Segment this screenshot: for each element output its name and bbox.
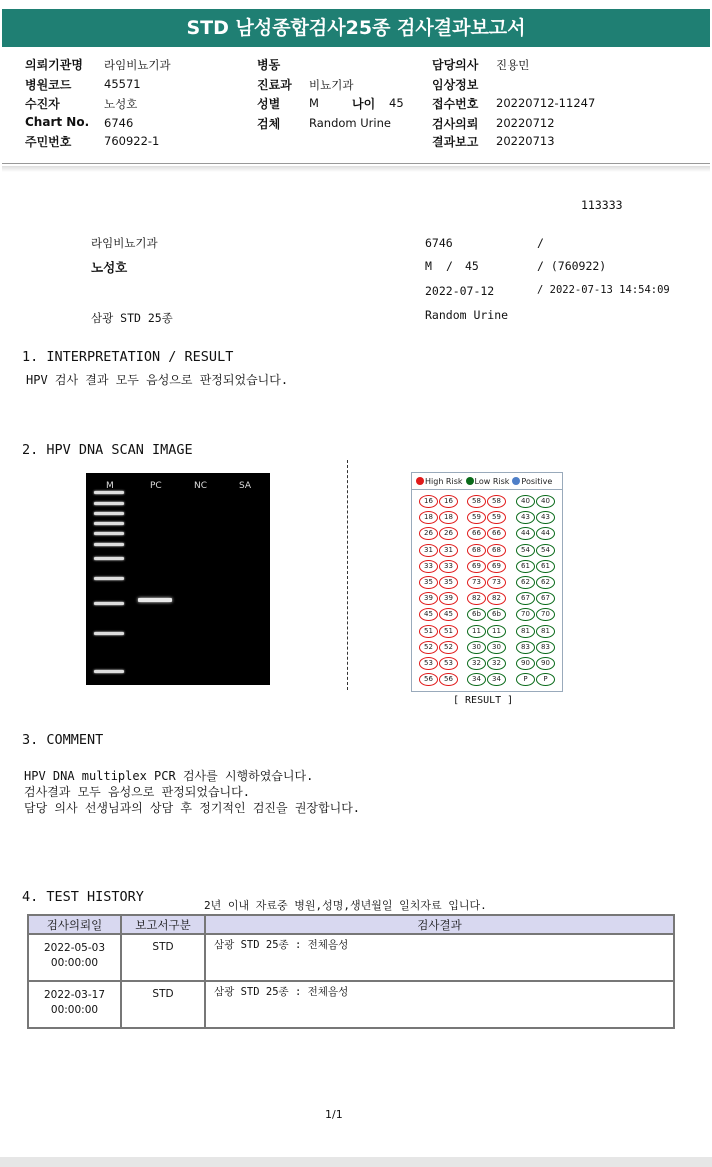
chip-legend: [412, 473, 562, 490]
age-label: 나이: [352, 97, 376, 111]
header-value: 라임비뇨기과: [104, 58, 171, 72]
probe-spot: 73: [487, 576, 506, 589]
probe-spot: 62: [536, 576, 555, 589]
history-header-row: [28, 915, 674, 934]
chip-caption: [ RESULT ]: [453, 695, 514, 706]
comment-line: HPV DNA multiplex PCR 검사를 시행하였습니다.: [24, 769, 314, 783]
summary-test-name: 삼광 STD 25종: [91, 311, 173, 325]
probe-spot: 62: [516, 576, 535, 589]
header-shadow: [2, 166, 710, 172]
probe-spot: 34: [487, 673, 506, 686]
summary-report-datetime: / 2022-07-13 14:54:09: [537, 284, 670, 296]
comment-text: [24, 768, 360, 816]
probe-spot: 44: [536, 527, 555, 540]
probe-spot: 43: [536, 511, 555, 524]
legend-label: Positive: [521, 476, 553, 486]
legend-label: High Risk: [425, 476, 463, 486]
gel-lane-label: NC: [194, 481, 208, 491]
probe-spot: 32: [487, 657, 506, 670]
probe-spot: 11: [467, 625, 486, 638]
marker-band: [94, 670, 124, 673]
probe-spot: 33: [419, 560, 438, 573]
legend-dot-icon: [416, 477, 424, 485]
header-label: 접수번호: [432, 97, 479, 111]
probe-spot: 58: [487, 495, 506, 508]
history-type: STD: [121, 981, 205, 1028]
probe-spot: 39: [419, 592, 438, 605]
page-number: 1/1: [325, 1108, 343, 1121]
marker-band: [94, 512, 124, 515]
comment-line: 검사결과 모두 음성으로 판정되었습니다.: [24, 785, 250, 799]
probe-spot: 82: [487, 592, 506, 605]
history-note: 2년 이내 자료중 병원,성명,생년월일 일치자료 입니다.: [204, 899, 487, 912]
probe-spot: 66: [467, 527, 486, 540]
probe-spot: 40: [536, 495, 555, 508]
probe-spot: 56: [439, 673, 458, 686]
footer-bar: [0, 1157, 712, 1167]
header-value: 비뇨기과: [309, 78, 354, 92]
marker-band: [94, 557, 124, 560]
history-time: 00:00:00: [50, 957, 99, 969]
header-label: 병원코드: [25, 78, 72, 92]
gel-lane-label: SA: [239, 481, 252, 491]
probe-spot: 73: [467, 576, 486, 589]
header-label: 수진자: [25, 97, 60, 111]
marker-band: [94, 502, 124, 505]
probe-spot: 35: [439, 576, 458, 589]
legend-dot-icon: [512, 477, 520, 485]
header-value: 진용민: [496, 58, 530, 72]
header-label: 검체: [257, 117, 281, 131]
probe-spot: 82: [467, 592, 486, 605]
header-value: 노성호: [104, 97, 138, 111]
probe-spot: 30: [467, 641, 486, 654]
header-label: 성별: [257, 97, 281, 111]
probe-spot: 6b: [467, 608, 486, 621]
table-row: [28, 934, 674, 981]
header-value: 20220713: [496, 134, 555, 148]
hpv-chip-image: [411, 472, 563, 692]
header-label: 임상정보: [432, 78, 479, 92]
probe-spot: 69: [487, 560, 506, 573]
image-divider: [347, 460, 348, 690]
header-label: Chart No.: [25, 115, 90, 129]
specimen-code: 113333: [581, 198, 623, 212]
summary-birth: / (760922): [537, 259, 607, 273]
probe-spot: 26: [439, 527, 458, 540]
history-result: 삼광 STD 25종 : 전체음성: [205, 934, 674, 981]
probe-spot: 18: [439, 511, 458, 524]
probe-spot: 44: [516, 527, 535, 540]
header-value: 20220712-11247: [496, 96, 596, 110]
probe-spot: P: [536, 673, 555, 686]
header-value: M: [309, 96, 319, 110]
summary-specimen: Random Urine: [425, 308, 509, 322]
marker-band: [94, 532, 124, 535]
header-label: 병동: [257, 58, 281, 72]
history-result: 삼광 STD 25종 : 전체음성: [205, 981, 674, 1028]
history-time: 00:00:00: [50, 1004, 99, 1016]
legend-label: Low Risk: [474, 476, 510, 486]
summary-request-date: 2022-07-12: [425, 284, 495, 298]
header-value: 760922-1: [104, 134, 160, 148]
probe-spot: 16: [419, 495, 438, 508]
gel-lane-label: PC: [150, 481, 162, 491]
probe-spot: 51: [419, 625, 438, 638]
legend-item: [466, 477, 510, 486]
summary-sex: M: [425, 259, 432, 273]
probe-spot: 81: [516, 625, 535, 638]
summary-slash: /: [537, 236, 544, 250]
header-label: 검사의뢰: [432, 117, 479, 131]
section-2-title: 2. HPV DNA SCAN IMAGE: [22, 442, 193, 458]
summary-age: 45: [465, 259, 479, 273]
probe-spot: 43: [516, 511, 535, 524]
section-4-title: 4. TEST HISTORY: [22, 889, 144, 905]
probe-spot: 51: [439, 625, 458, 638]
interpretation-text: HPV 검사 결과 모두 음성으로 판정되었습니다.: [26, 373, 289, 387]
comment-line: 담당 의사 선생님과의 상담 후 정기적인 검진을 권장합니다.: [24, 801, 361, 815]
header-value: 45571: [104, 77, 141, 91]
probe-spot: 61: [516, 560, 535, 573]
header-label: 주민번호: [25, 135, 72, 149]
header-value: 6746: [104, 116, 134, 130]
probe-spot: 54: [516, 544, 535, 557]
legend-dot-icon: [466, 477, 474, 485]
probe-spot: 90: [536, 657, 555, 670]
probe-spot: 52: [439, 641, 458, 654]
header-label: 진료과: [257, 78, 292, 92]
pc-band: [138, 598, 172, 602]
header-value: 20220712: [496, 116, 555, 130]
table-row: [28, 981, 674, 1028]
summary-patient: 노성호: [91, 260, 128, 275]
probe-spot: 56: [419, 673, 438, 686]
probe-spot: 35: [419, 576, 438, 589]
header-value: Random Urine: [309, 116, 391, 130]
probe-spot: 11: [487, 625, 506, 638]
section-1-title: 1. INTERPRETATION / RESULT: [22, 349, 234, 365]
marker-band: [94, 632, 124, 635]
probe-spot: 67: [516, 592, 535, 605]
probe-spot: 68: [467, 544, 486, 557]
probe-spot: 18: [419, 511, 438, 524]
probe-spot: 45: [419, 608, 438, 621]
probe-spot: 59: [467, 511, 486, 524]
probe-spot: P: [516, 673, 535, 686]
probe-spot: 67: [536, 592, 555, 605]
marker-band: [94, 491, 124, 494]
probe-spot: 54: [536, 544, 555, 557]
probe-spot: 40: [516, 495, 535, 508]
report-title: STD 남성종합검사25종 검사결과보고서: [2, 9, 710, 47]
section-3-title: 3. COMMENT: [22, 732, 104, 748]
probe-spot: 58: [467, 495, 486, 508]
probe-spot: 66: [487, 527, 506, 540]
probe-spot: 16: [439, 495, 458, 508]
history-table: [27, 914, 675, 1029]
probe-spot: 90: [516, 657, 535, 670]
probe-spot: 45: [439, 608, 458, 621]
probe-spot: 31: [419, 544, 438, 557]
history-col-result: 검사결과: [205, 915, 674, 934]
age-value: 45: [389, 96, 404, 110]
probe-spot: 26: [419, 527, 438, 540]
history-date: 2022-03-17: [43, 989, 106, 1001]
probe-spot: 81: [536, 625, 555, 638]
probe-spot: 53: [439, 657, 458, 670]
probe-spot: 30: [487, 641, 506, 654]
marker-band: [94, 543, 124, 546]
probe-spot: 33: [439, 560, 458, 573]
probe-spot: 70: [516, 608, 535, 621]
probe-spot: 39: [439, 592, 458, 605]
history-date-cell: [28, 934, 121, 981]
legend-item: [416, 477, 463, 486]
probe-spot: 83: [536, 641, 555, 654]
history-col-date: 검사의뢰일: [28, 915, 121, 934]
probe-spot: 69: [467, 560, 486, 573]
probe-spot: 83: [516, 641, 535, 654]
history-type: STD: [121, 934, 205, 981]
header-label: 의뢰기관명: [25, 58, 83, 72]
header-label: 결과보고: [432, 135, 479, 149]
header-divider: [2, 163, 710, 164]
probe-spot: 68: [487, 544, 506, 557]
gel-image: [86, 473, 270, 685]
history-col-type: 보고서구분: [121, 915, 205, 934]
summary-sex-age-separator: /: [446, 259, 453, 273]
probe-spot: 59: [487, 511, 506, 524]
probe-spot: 6b: [487, 608, 506, 621]
history-date-cell: [28, 981, 121, 1028]
gel-lane-label: M: [106, 481, 114, 491]
probe-spot: 32: [467, 657, 486, 670]
marker-band: [94, 602, 124, 605]
probe-spot: 34: [467, 673, 486, 686]
probe-spot: 70: [536, 608, 555, 621]
header-label: 담당의사: [432, 58, 479, 72]
probe-spot: 31: [439, 544, 458, 557]
probe-spot: 53: [419, 657, 438, 670]
probe-spot: 52: [419, 641, 438, 654]
summary-chart-no: 6746: [425, 236, 453, 250]
marker-band: [94, 522, 124, 525]
summary-hospital: 라임비뇨기과: [91, 236, 158, 250]
history-date: 2022-05-03: [43, 942, 106, 954]
marker-band: [94, 577, 124, 580]
probe-spot: 61: [536, 560, 555, 573]
legend-item: [512, 477, 552, 486]
